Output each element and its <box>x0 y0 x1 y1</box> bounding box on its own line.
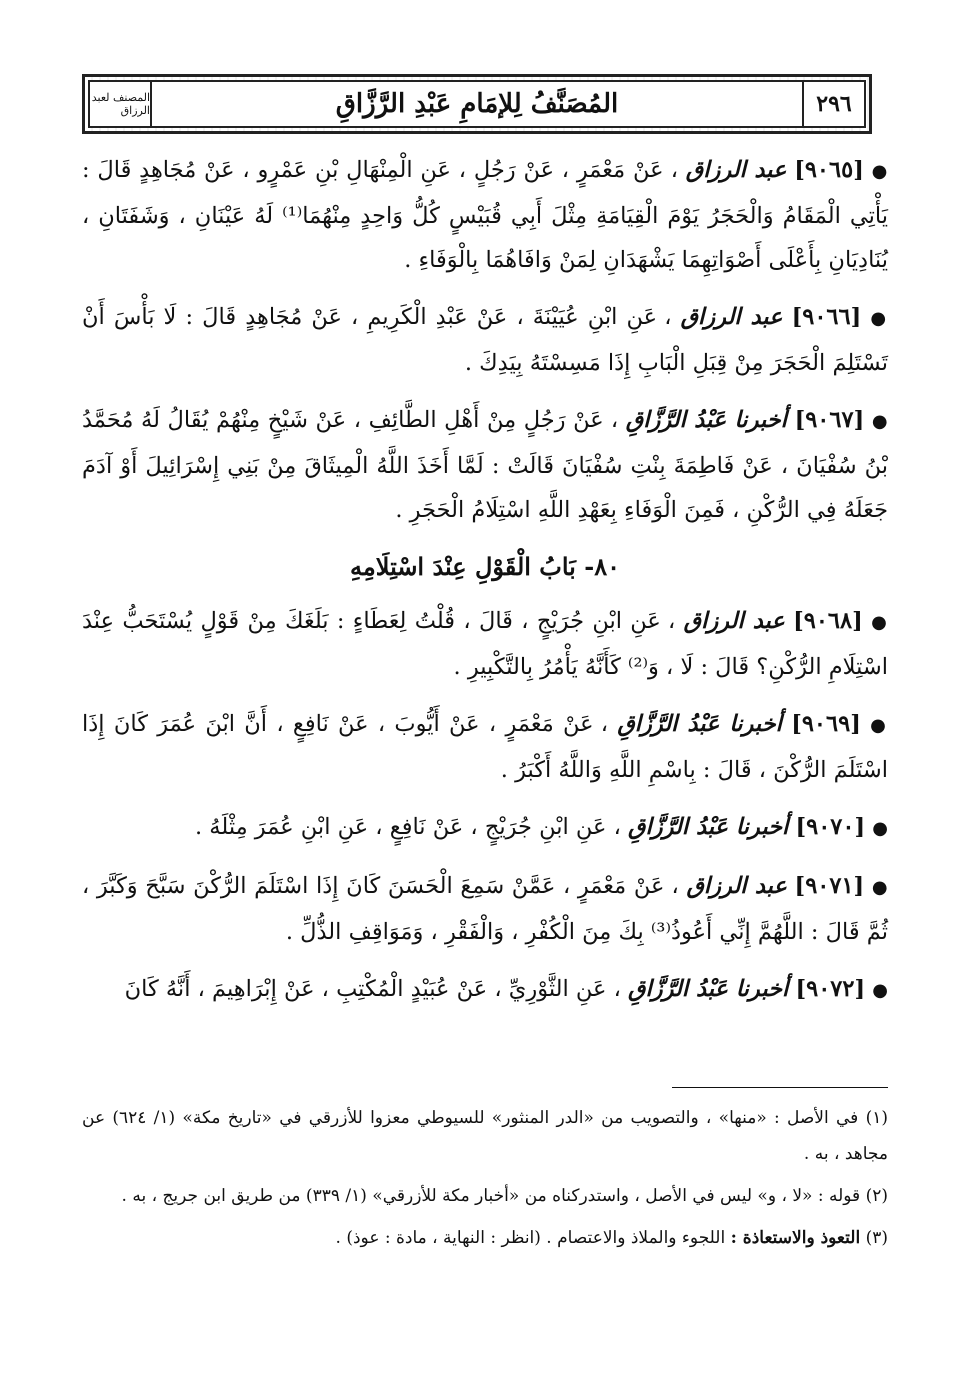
hadith-source: أخبرنا عَبْدُ الرَّزَّاقِ <box>617 711 782 737</box>
book-emblem <box>88 80 152 128</box>
hadith-number: [٩٠٦٦] <box>791 304 862 330</box>
section-heading: ٨٠- بَابُ الْقَوْلِ عِنْدَ اسْتِلَامِهِ <box>350 552 620 581</box>
hadith-text: ، عَنِ ابْنِ جُرَيْجٍ ، قَالَ ، قُلْتُ لِعَطَاءٍ : بَلَغَكَ مِنْ قَوْلٍ يُسْتَحَبُّ عِنْدَ اسْتِلَامِ الرُّكْنِ؟ قَالَ : لَا ، وَ⁽²⁾ كَأَنَّهُ يَأْمُرُ بِالتَّكْبِيرِ . <box>82 608 888 680</box>
hadith-source: عبد الرزاق <box>685 157 787 183</box>
bullet-icon: ● <box>872 980 888 1001</box>
footnote-marker: (١) <box>865 1108 888 1128</box>
hadith-number: [٩٠٦٩] <box>791 711 861 737</box>
footnote-marker: (٢) <box>865 1186 888 1206</box>
bullet-icon: ● <box>871 161 889 182</box>
bullet-icon: ● <box>870 308 889 329</box>
hadith-source: أخبرنا عَبْدُ الرَّزَّاقِ <box>625 407 787 433</box>
header-title-box <box>150 80 804 128</box>
hadith-number: [٩٠٦٨] <box>793 608 863 634</box>
hadith-9065 <box>82 148 888 282</box>
footnote-keyword: التعوذ والاستعاذة : <box>730 1228 861 1248</box>
hadith-9069 <box>82 702 888 792</box>
hadith-source: عبد الرزاق <box>680 304 783 330</box>
running-title: المُصَنَّفُ لِلإمَامِ عَبْدِ الرَّزَّاقِ <box>335 89 619 119</box>
hadith-number: [٩٠٧١] <box>794 873 865 899</box>
hadith-source: عبد الرزاق <box>683 608 785 634</box>
bullet-icon: ● <box>871 411 889 432</box>
hadith-9068 <box>82 599 888 689</box>
page-number: ٢٩٦ <box>802 80 866 128</box>
bullet-icon: ● <box>871 877 889 898</box>
hadith-number: [٩٠٧٠] <box>795 814 866 840</box>
bullet-icon: ● <box>872 818 888 839</box>
hadith-source: أخبرنا عَبْدُ الرَّزَّاقِ <box>628 814 789 840</box>
hadith-text: ، عَنْ مَعْمَرٍ ، عَمَّنْ سَمِعَ الْحَسَنَ كَانَ إِذَا اسْتَلَمَ الرُّكْنَ سَبَّحَ وَكَبَّرَ ، ثُمَّ قَالَ : اللَّهُمَّ إِنِّي أَعُوذُ⁽³⁾ بِكَ مِنَ الْكُفْرِ ، وَالْفَقْرِ ، وَمَوَاقِفِ الذُّلِّ . <box>82 873 888 945</box>
emblem-text: المصنف لعبد الرزاق <box>91 91 150 117</box>
footnote-marker: (٣) <box>865 1228 888 1248</box>
hadith-number: [٩٠٦٧] <box>794 407 865 433</box>
footnote-2 <box>82 1178 888 1214</box>
hadith-text: ، عَنْ مَعْمَرٍ ، عَنْ رَجُلٍ ، عَنِ الْمِنْهَالِ بْنِ عَمْرٍو ، عَنْ مُجَاهِدٍ قَالَ : يَأْتِي الْمَقَامُ وَالْحَجَرُ يَوْمَ الْقِيَامَةِ مِثْلَ أَبِي قُبَيْسٍ كُلُّ وَاحِدٍ مِنْهُمَا⁽¹⁾ لَهُ عَيْنَانِ ، وَشَفَتَانِ ، يُنَادِيَانِ بِأَعْلَى أَصْوَاتِهِمَا يَشْهَدَانِ لِمَنْ وَافَاهُمَا بِالْوَفَاءِ . <box>82 157 889 273</box>
hadith-9070 <box>82 805 888 851</box>
hadith-text: ، عَنِ ابْنِ عُيَيْنَةَ ، عَنْ عَبْدِ الْكَرِيمِ ، عَنْ مُجَاهِدٍ قَالَ : لَا بَأْسَ أَنْ تَسْتَلِمَ الْحَجَرَ مِنْ قِبَلِ الْبَابِ إِذَا مَسِسْتَهُ بِيَدِكَ . <box>82 304 888 376</box>
hadith-number: [٩٠٦٥] <box>794 157 864 183</box>
hadith-text: ، عَنِ الثَّوْرِيِّ ، عَنْ عُبَيْدٍ الْمُكْتِبِ ، عَنْ إِبْرَاهِيمَ ، أَنَّهُ كَانَ <box>124 976 621 1002</box>
page-header <box>82 74 872 134</box>
hadith-text: ، عَنْ مَعْمَرٍ ، عَنْ أَيُّوبَ ، عَنْ نَافِعٍ ، أَنَّ ابْنَ عُمَرَ كَانَ إِذَا اسْتَلَمَ الرُّكْنَ ، قَالَ : بِاسْمِ اللَّهِ وَاللَّهُ أَكْبَرُ . <box>82 711 888 783</box>
footnote-3 <box>82 1220 888 1256</box>
hadith-9067 <box>82 398 888 532</box>
footnote-text: اللجوء والملاذ والاعتصام . (انظر : النهاية ، مادة : عوذ) . <box>335 1228 726 1248</box>
footnote-text: قوله : «لا ، و» ليس في الأصل ، واستدركناه من «أخبار مكة للأزرقي» (١/ ٣٣٩) من طريق ابن جريج ، به . <box>121 1186 861 1206</box>
hadith-source: أخبرنا عَبْدُ الرَّزَّاقِ <box>628 976 789 1002</box>
bullet-icon: ● <box>870 715 888 736</box>
main-text <box>82 148 888 1026</box>
hadith-source: عبد الرزاق <box>686 873 787 899</box>
footnote-divider <box>672 1087 888 1088</box>
footnotes <box>82 1100 888 1262</box>
footnote-1 <box>82 1100 888 1172</box>
footnote-text: في الأصل : «منها» ، والتصويب من «الدر المنثور» للسيوطي معزوا للأزرقي في «تاريخ مكة» (١/ ٦٢٤) عن مجاهد ، به . <box>82 1108 888 1164</box>
bullet-icon: ● <box>871 612 888 633</box>
hadith-9072 <box>82 967 888 1013</box>
hadith-number: [٩٠٧٢] <box>795 976 866 1002</box>
hadith-text: ، عَنِ ابْنِ جُرَيْجٍ ، عَنْ نَافِعٍ ، عَنِ ابْنِ عُمَرَ مِثْلَهُ . <box>195 814 621 840</box>
hadith-9066 <box>82 295 888 385</box>
hadith-9071 <box>82 864 888 954</box>
hadith-text: ، عَنْ رَجُلٍ مِنْ أَهْلِ الطَّائِفِ ، عَنْ شَيْخٍ مِنْهُمْ يُقَالُ لَهُ مُحَمَّدُ بْنُ سُفْيَانَ ، عَنْ فَاطِمَةَ بِنْتِ سُفْيَانَ قَالَتْ : لَمَّا أَخَذَ اللَّهُ الْمِيثَاقَ مِنْ بَنِي إِسْرَائِيلَ أَوْ آدَمَ جَعَلَهُ فِي الرُّكْنِ ، فَمِنَ الْوَفَاءِ بِعَهْدِ اللَّهِ اسْتِلَامُ الْحَجَرِ . <box>82 407 888 523</box>
